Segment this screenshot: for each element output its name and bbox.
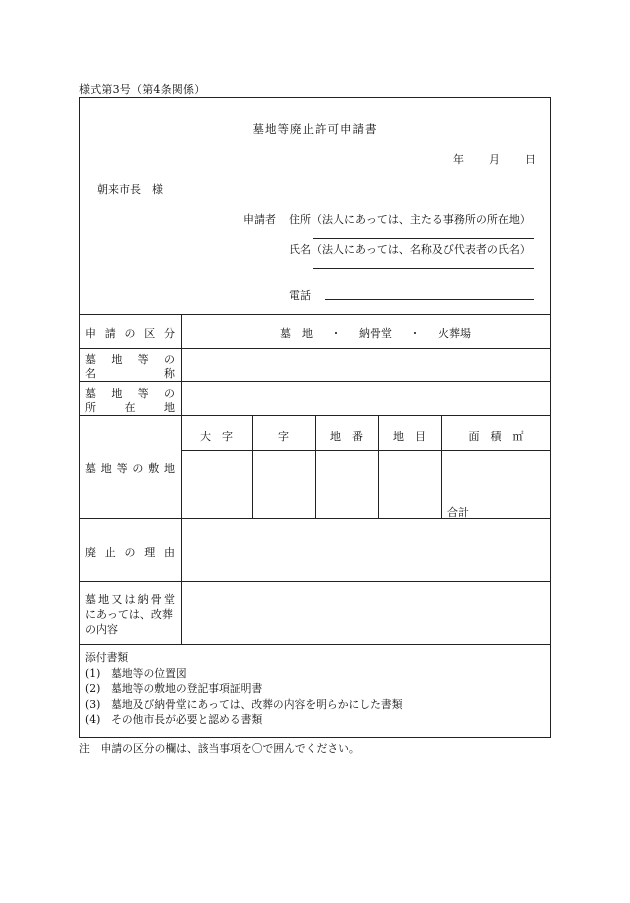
divider-site xyxy=(79,518,551,519)
attachment-item: (4) その他市長が必要と認める書類 xyxy=(85,713,263,726)
address-field[interactable] xyxy=(313,238,534,239)
divider-reburial xyxy=(79,644,551,645)
attachment-item: (2) 墓地等の敷地の登記事項証明書 xyxy=(85,682,263,695)
reburial-label-line1: 墓 地 又 は 納 骨 堂 xyxy=(85,593,175,606)
date-year: 年 xyxy=(453,153,464,166)
addressee: 朝来市長 様 xyxy=(97,183,163,196)
applicant-label: 申請者 xyxy=(243,213,276,226)
attachment-item: (1) 墓地等の位置図 xyxy=(85,666,187,680)
form-title: 墓地等廃止許可申請書 xyxy=(252,122,378,136)
divider-name xyxy=(79,381,551,382)
site-col-aza: 字 xyxy=(278,430,289,443)
reburial-label-line2: にあっては、改葬 xyxy=(85,608,173,621)
site-col-oaza: 大 字 xyxy=(200,430,233,443)
attachments-heading: 添付書類 xyxy=(85,651,129,664)
label-column-divider xyxy=(181,314,182,644)
phone-field[interactable] xyxy=(325,299,534,300)
attachment-item: (3) 墓地及び納骨堂にあっては、改葬の内容を明らかにした書類 xyxy=(85,697,403,711)
attachments-section xyxy=(85,650,403,728)
address-label: 住所（法人にあっては、主たる事務所の所在地） xyxy=(289,213,531,226)
date-month: 月 xyxy=(489,153,500,166)
option-cemetery[interactable]: 墓 地 xyxy=(280,327,313,340)
name-label: 氏名（法人にあっては、名称及び代表者の氏名） xyxy=(289,243,531,256)
divider-reason xyxy=(79,581,551,582)
divider-header xyxy=(79,314,551,315)
option-ossuary[interactable]: 納骨堂 xyxy=(359,327,392,340)
reason-label: 廃 止 の 理 由 xyxy=(85,546,175,559)
category-options[interactable] xyxy=(280,325,471,341)
facility-name-label-line2: 名 称 xyxy=(85,367,175,380)
site-col-lot-number: 地 番 xyxy=(330,430,363,443)
site-total-label: 合計 xyxy=(447,506,469,519)
date-day: 日 xyxy=(525,153,536,166)
reburial-label-line3: の内容 xyxy=(85,623,118,636)
option-crematorium[interactable]: 火葬場 xyxy=(438,327,471,340)
name-field[interactable] xyxy=(313,268,534,269)
divider-category xyxy=(79,348,551,349)
location-label-line2: 所 在 地 xyxy=(85,401,175,414)
phone-label: 電話 xyxy=(289,289,311,302)
facility-name-label-line1: 墓 地 等 の xyxy=(85,353,175,366)
category-label: 申 請 の 区 分 xyxy=(85,327,175,340)
divider-site-header xyxy=(181,450,551,451)
form-number: 様式第3号（第4条関係） xyxy=(79,83,206,96)
location-label-line1: 墓 地 等 の xyxy=(85,387,175,400)
footnote: 注 申請の区分の欄は、該当事項を〇で囲んでください。 xyxy=(79,742,360,755)
site-label: 墓 地 等 の 敷 地 xyxy=(85,462,175,475)
site-col-area: 面 積 ㎡ xyxy=(468,430,524,443)
site-col-land-category: 地 目 xyxy=(393,430,426,443)
separator: ・ xyxy=(330,327,342,340)
separator: ・ xyxy=(409,327,421,340)
